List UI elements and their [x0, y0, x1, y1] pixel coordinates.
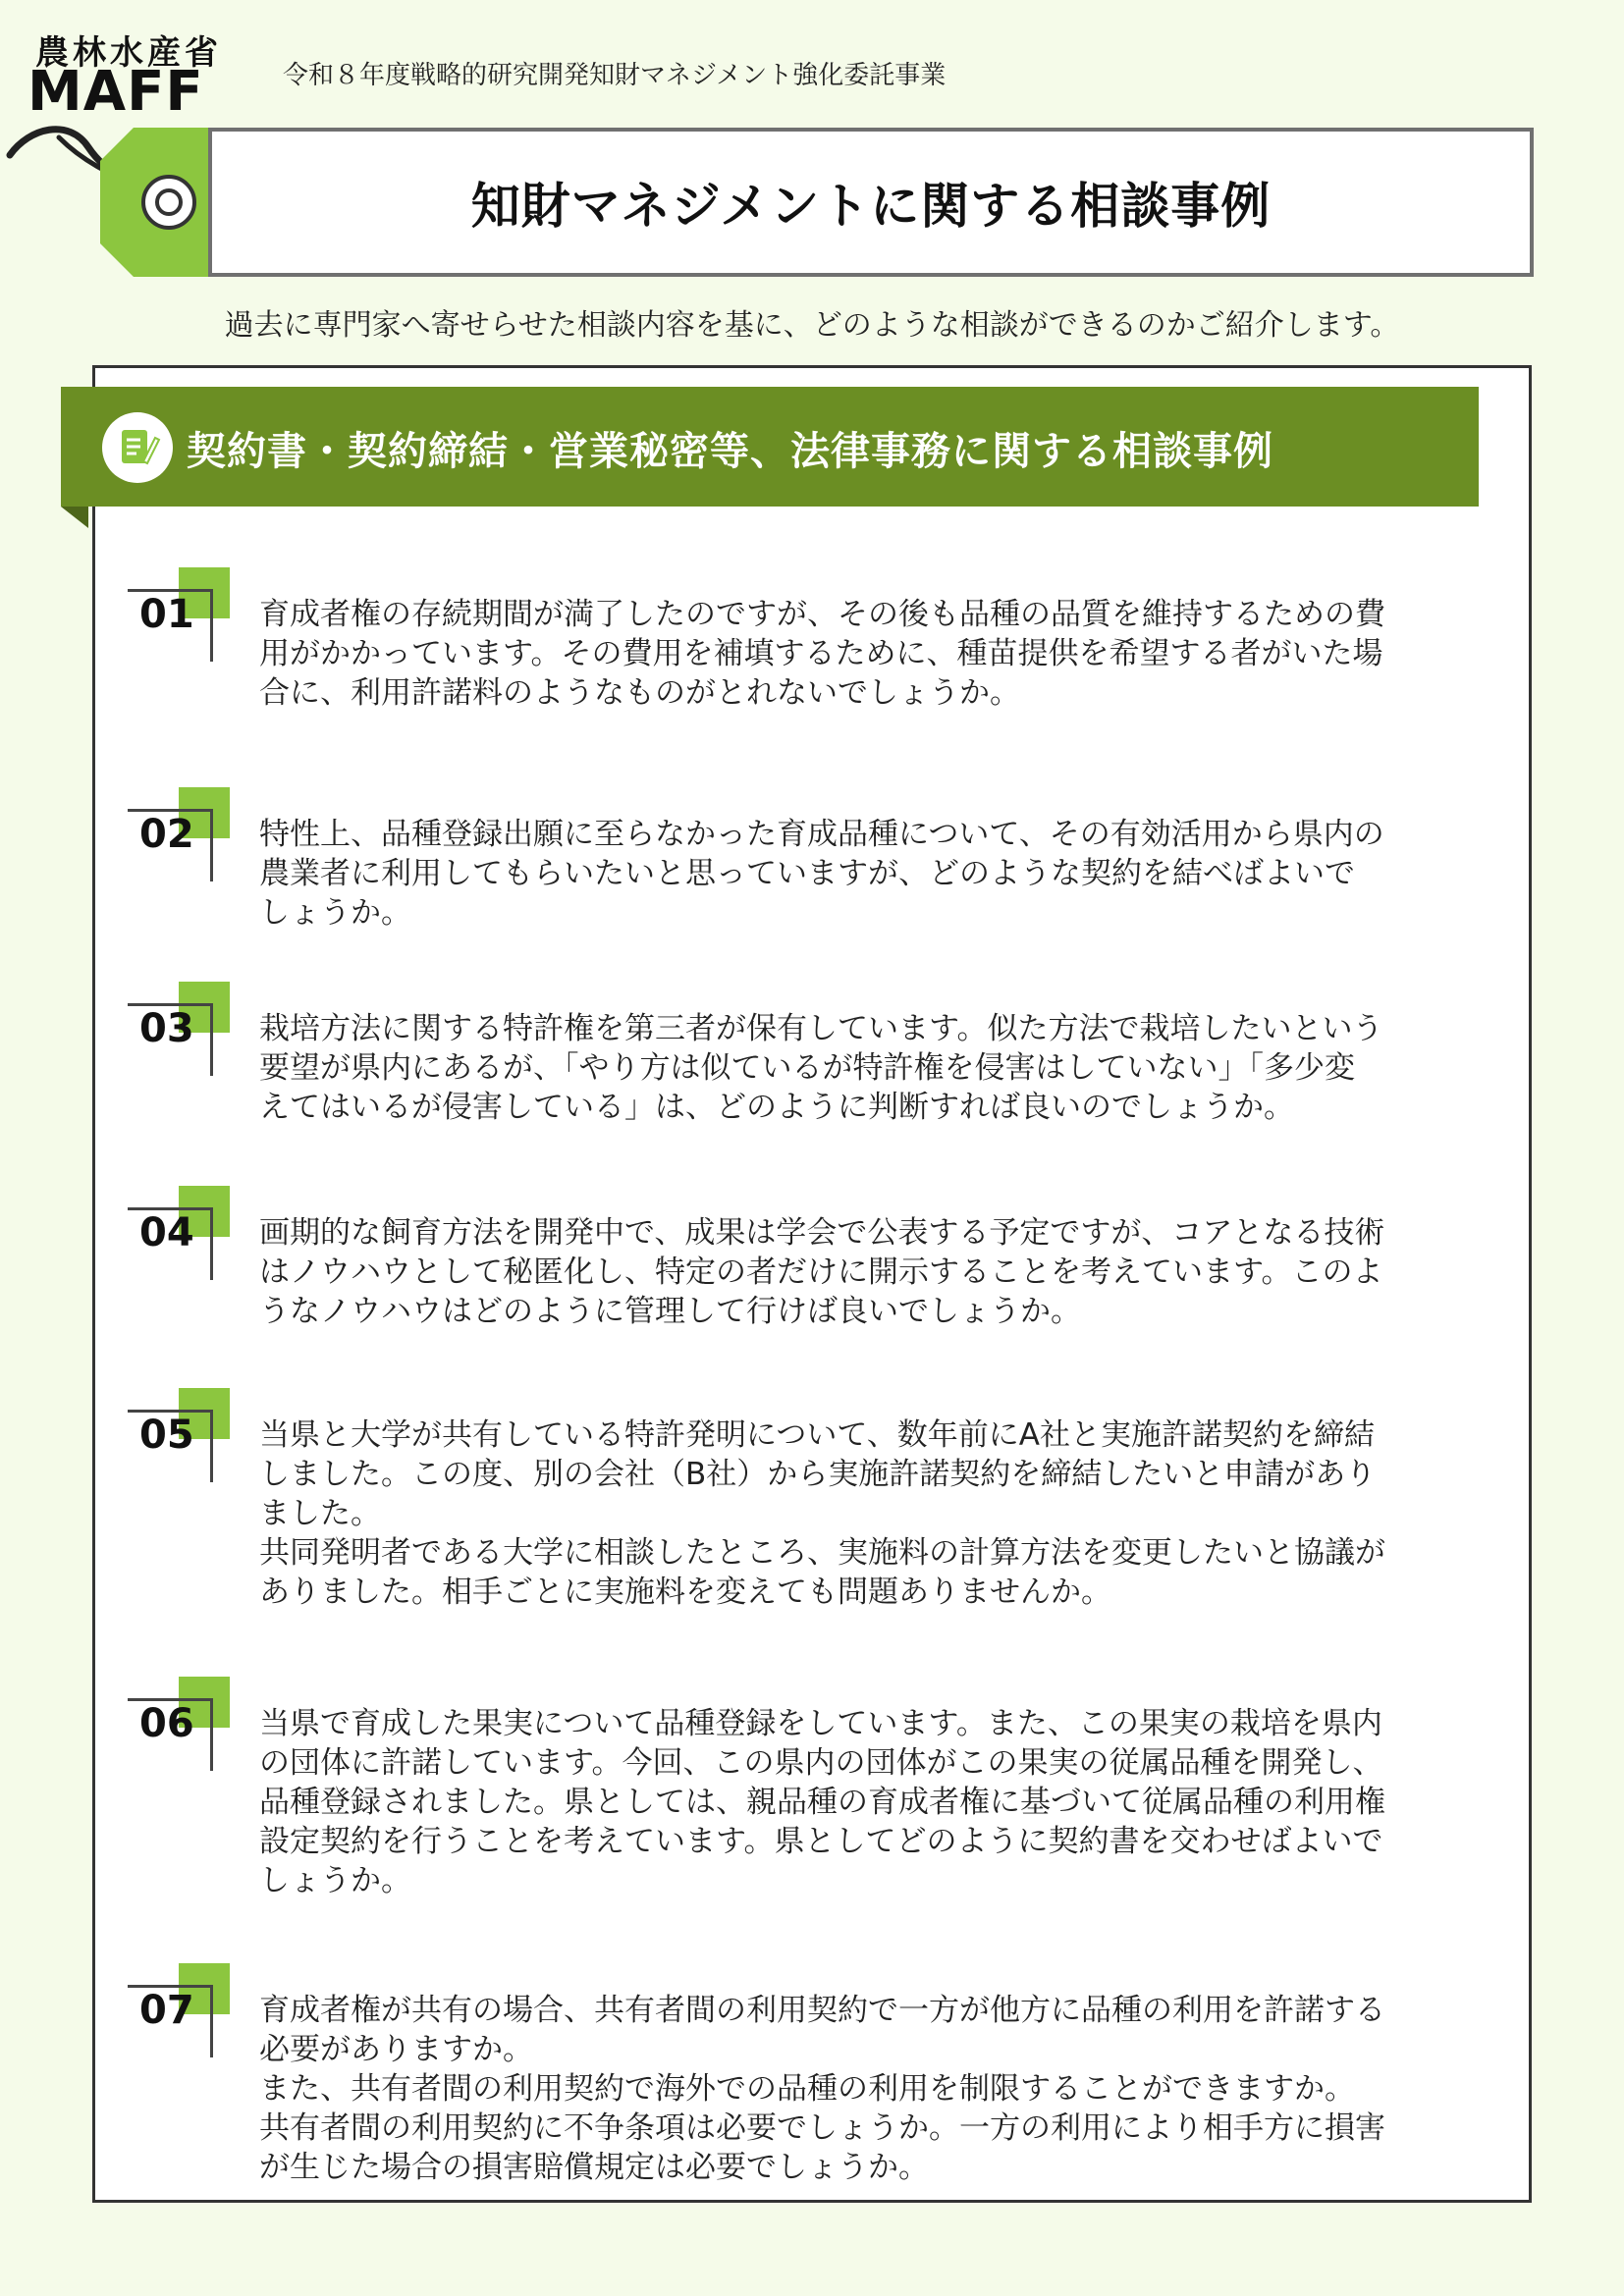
- tag-flag-icon: [100, 128, 214, 277]
- item-number: 04: [139, 1210, 194, 1255]
- item-number: 07: [139, 1988, 194, 2033]
- item-question: 当県で育成した果実について品種登録をしています。また、この果実の栽培を県内 の団体に許諾しています。今回、この県内の団体がこの果実の従属品種を開発し、 品種登録されました。県としては、親品種の育成者権に基づいて従属品種の利用権 設定契約を行うことを考えています。県としてどのように契約書を交わせばよいで しょうか。: [259, 1706, 1385, 1898]
- item-question: 育成者権の存続期間が満了したのですが、その後も品種の品質を維持するための費 用がかかっています。その費用を補填するために、種苗提供を希望する者がいた場 合に、利用許諾料のようなものがとれないでしょうか。: [259, 597, 1385, 711]
- item-number: 03: [139, 1006, 194, 1051]
- item-question: 当県と大学が共有している特許発明について、数年前にA社と実施許諾契約を締結 しました。この度、別の会社（B社）から実施許諾契約を締結したいと申請があり ました。 共同発明者である大学に相談したところ、実施料の計算方法を変更したいと協議が ありました。相手ごとに実施料を変えても問題ありませんか。: [259, 1417, 1385, 1610]
- item-number: 01: [139, 592, 194, 637]
- item-question: 画期的な飼育方法を開発中で、成果は学会で公表する予定ですが、コアとなる技術 はノウハウとして秘匿化し、特定の者だけに開示することを考えています。このよ うなノウハウはどのように管理して行けば良いでしょうか。: [259, 1215, 1385, 1329]
- item-number-marker: [128, 1388, 232, 1482]
- edit-document-icon: [102, 412, 173, 483]
- item-number-marker: [128, 1677, 232, 1771]
- item-number-marker: [128, 567, 232, 662]
- item-number: 05: [139, 1413, 194, 1458]
- page-title: 知財マネジメントに関する相談事例: [470, 178, 1272, 235]
- item-number-marker: [128, 1186, 232, 1280]
- section-title: 契約書・契約締結・営業秘密等、法律事務に関する相談事例: [187, 428, 1273, 474]
- intro-text: 過去に専門家へ寄せらせた相談内容を基に、どのような相談ができるのかご紹介します。: [224, 308, 1400, 343]
- logo-jp-text: 農林水産省: [35, 33, 222, 73]
- section-banner-fold: [61, 507, 88, 528]
- item-question: 特性上、品種登録出願に至らなかった育成品種について、その有効活用から県内の 農業者に利用してもらいたいと思っていますが、どのような契約を結べばよいで しょうか。: [259, 817, 1384, 931]
- item-number-marker: [128, 982, 232, 1076]
- logo-en-text: MAFF: [27, 60, 204, 124]
- item-number: 02: [139, 812, 194, 857]
- item-question: 栽培方法に関する特許権を第三者が保有しています。似た方法で栽培したいという 要望が県内にあるが、「やり方は似ているが特許権を侵害はしていない」「多少変 えてはいるが侵害している」は、どのように判断すれば良いのでしょうか。: [259, 1011, 1383, 1125]
- item-number: 06: [139, 1701, 194, 1746]
- header-subtitle: 令和８年度戦略的研究開発知財マネジメント強化委託事業: [283, 61, 947, 90]
- item-number-marker: [128, 1963, 232, 2057]
- item-question: 育成者権が共有の場合、共有者間の利用契約で一方が他方に品種の利用を許諾する 必要がありますか。 また、共有者間の利用契約で海外での品種の利用を制限することができますか。 共有者間の利用契約に不争条項は必要でしょうか。一方の利用により相手方に損害 が生じた場合の損害賠償規定は必要でしょうか。: [259, 1993, 1385, 2185]
- item-number-marker: [128, 787, 232, 881]
